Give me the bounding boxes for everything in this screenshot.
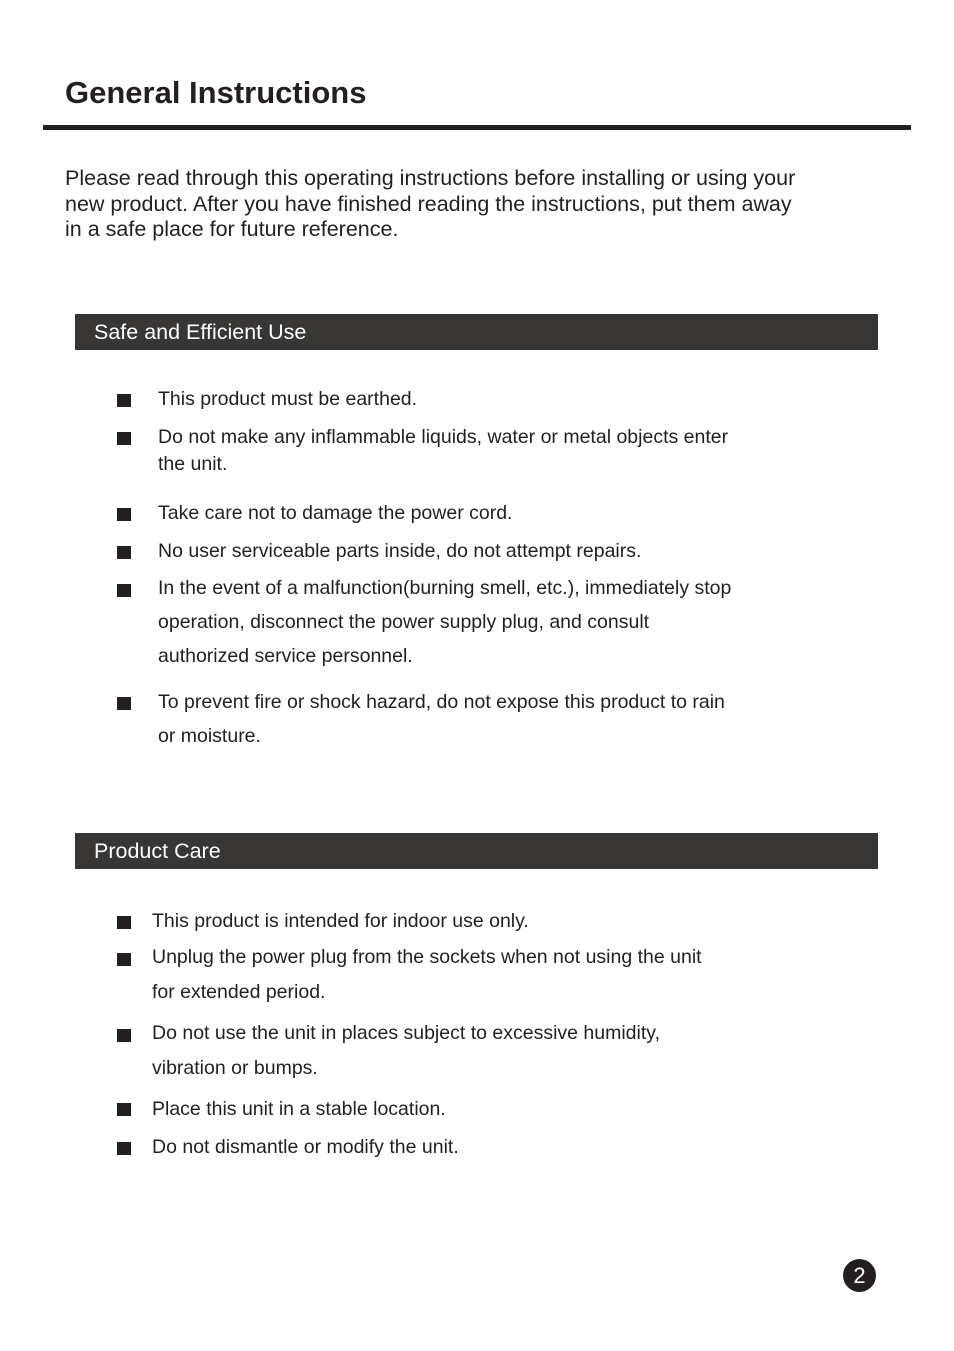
section-header-safe-use: Safe and Efficient Use [75, 314, 878, 350]
bullet-icon [117, 394, 131, 407]
list-item: Unplug the power plug from the sockets when not using the unit for extended period. [152, 946, 702, 1003]
bullet-icon [117, 432, 131, 445]
list-item: Place this unit in a stable location. [152, 1098, 446, 1120]
list-item: This product must be earthed. [158, 388, 418, 410]
bullet-icon [117, 546, 131, 559]
title-divider [43, 125, 911, 130]
bullet-icon [117, 697, 131, 710]
list-item: Take care not to damage the power cord. [158, 502, 513, 524]
bullet-icon [117, 953, 131, 966]
section-header-product-care: Product Care [75, 833, 878, 869]
bullet-icon [117, 584, 131, 597]
bullet-icon [117, 1142, 131, 1155]
bullet-icon [117, 916, 131, 929]
list-item: No user serviceable parts inside, do not attempt repairs. [158, 540, 642, 562]
intro-paragraph: Please read through this operating instructions before installing or using your new product. After you have finished reading the instructions, put them away in a safe place for future reference. [65, 166, 796, 241]
bullet-icon [117, 508, 131, 521]
list-item: Do not make any inflammable liquids, water or metal objects enter the unit. [158, 426, 729, 475]
list-item: Do not dismantle or modify the unit. [152, 1136, 459, 1158]
bullet-icon [117, 1103, 131, 1116]
list-item: Do not use the unit in places subject to excessive humidity, vibration or bumps. [152, 1022, 660, 1079]
page-number-badge: 2 [843, 1259, 876, 1292]
list-item: In the event of a malfunction(burning smell, etc.), immediately stop operation, disconnect the power supply plug, and consult authorized service personnel. [158, 577, 732, 667]
list-item: This product is intended for indoor use only. [152, 910, 529, 932]
bullet-icon [117, 1029, 131, 1042]
page-title: General Instructions [65, 75, 367, 110]
list-item: To prevent fire or shock hazard, do not expose this product to rain or moisture. [158, 691, 725, 747]
